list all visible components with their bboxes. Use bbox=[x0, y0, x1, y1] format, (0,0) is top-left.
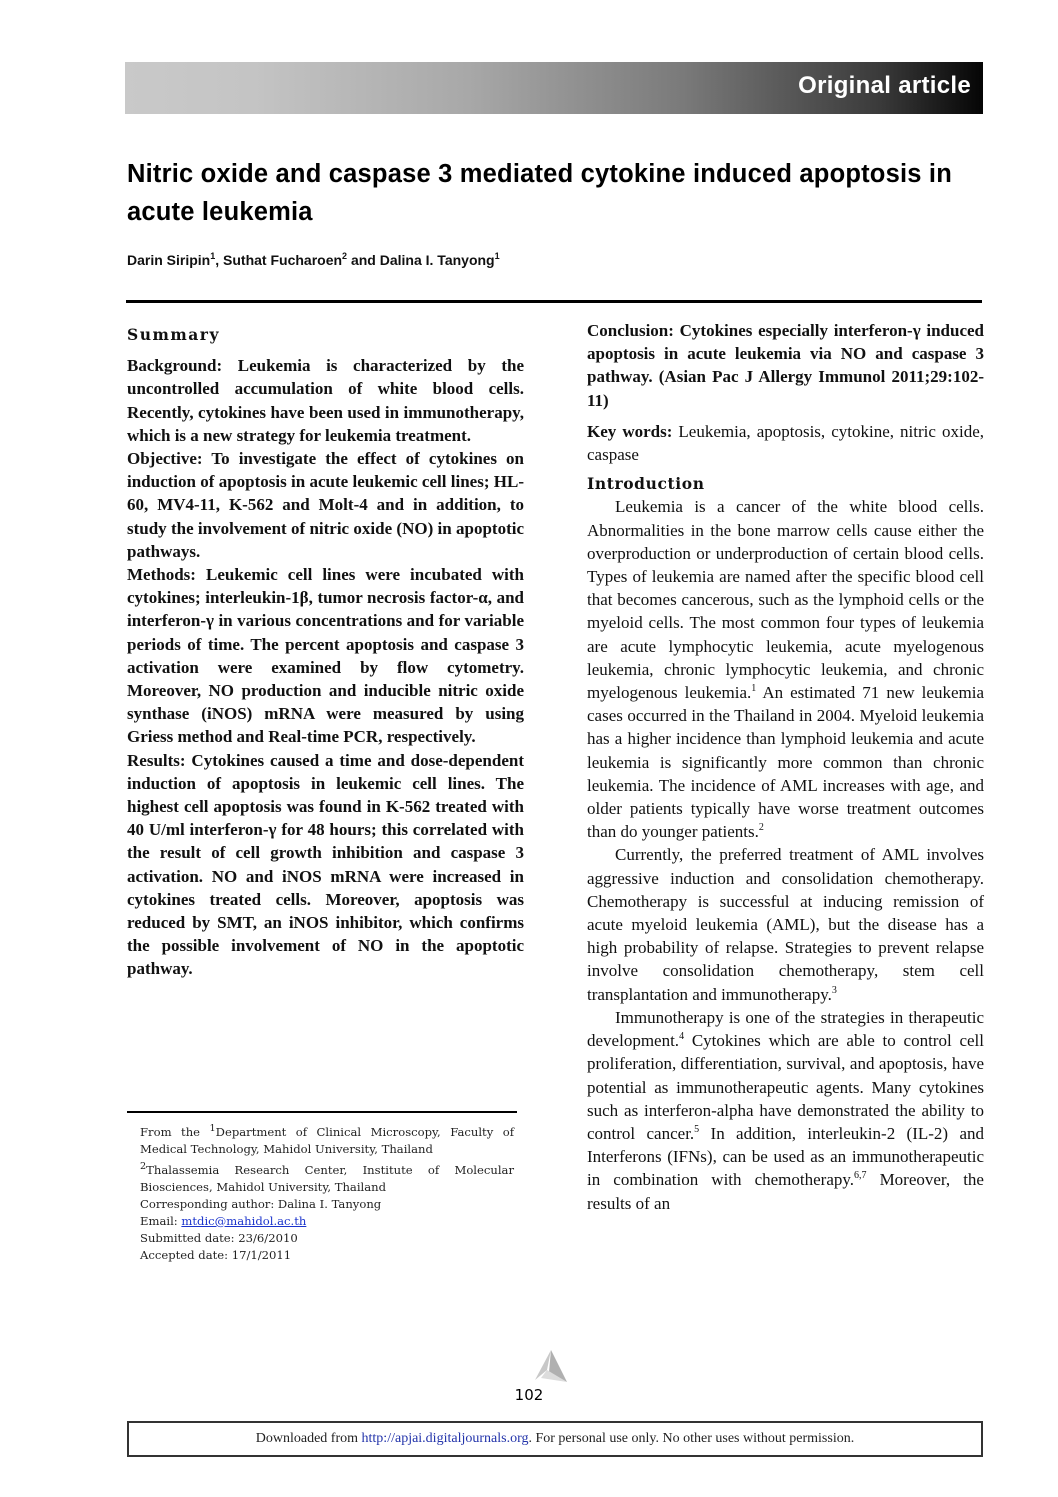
background-label: Background: bbox=[127, 356, 223, 376]
citation-ref: 1 bbox=[751, 683, 757, 695]
introduction-heading: Introduction bbox=[587, 474, 705, 494]
citation-ref: 6,7 bbox=[854, 1170, 867, 1182]
affiliation-text: Thalassemia Research Center, Institute of Molecular Biosciences, Mahidol University, Thailand bbox=[140, 1162, 514, 1194]
author-affiliation: 2 bbox=[342, 251, 348, 261]
background-text: Leukemia is characterized by the uncontrolled accumulation of white blood cells. Recently, cytokines have been used in immunotherapy, which is a new strategy for leukemia treatment. bbox=[127, 356, 524, 445]
summary-background bbox=[127, 354, 524, 447]
summary-methods bbox=[127, 563, 524, 749]
article-type-banner bbox=[125, 62, 983, 114]
objective-label: Objective: bbox=[127, 449, 203, 469]
summary-conclusion bbox=[587, 319, 984, 412]
author-name: Darin Siripin bbox=[127, 252, 211, 268]
accepted-date: Accepted date: 17/1/2011 bbox=[140, 1247, 292, 1262]
summary-objective bbox=[127, 447, 524, 563]
paragraph-text: Moreover, the results of an bbox=[587, 1170, 984, 1213]
email-line bbox=[140, 1213, 514, 1230]
methods-label: Methods: bbox=[127, 565, 196, 585]
right-column bbox=[587, 319, 984, 1215]
objective-text: To investigate the effect of cytokines on induction of apoptosis in acute leukemic cell lines; HL-60, MV4-11, K-562 and Molt-4 and in addition, to study the involvement of nitric oxide (NO) in apoptotic pathways. bbox=[127, 449, 524, 561]
article-type-label: Original article bbox=[798, 72, 971, 99]
author-name: Dalina I. Tanyong bbox=[379, 252, 495, 268]
from-prefix: From the bbox=[140, 1124, 210, 1139]
corresponding-author: Corresponding author: Dalina I. Tanyong bbox=[140, 1196, 382, 1211]
download-prefix: Downloaded from bbox=[255, 1431, 362, 1446]
footnote-divider bbox=[127, 1111, 517, 1113]
email-link[interactable]: mtdic@mahidol.ac.th bbox=[181, 1213, 307, 1228]
summary-results bbox=[127, 749, 524, 981]
email-label: Email: bbox=[140, 1213, 182, 1228]
summary-heading: Summary bbox=[127, 325, 220, 344]
intro-paragraph bbox=[587, 843, 984, 1005]
journal-logo-icon bbox=[531, 1348, 571, 1384]
paragraph-text: Currently, the preferred treatment of AML involves aggressive induction and consolidation chemotherapy. Chemotherapy is successful at inducing remission of acute myeloid leukemia (AML), but the disease has a high probability of relapse. Strategies to prevent relapse involve consolidation chemotherapy, stem cell transplantation and immunotherapy. bbox=[587, 845, 984, 1004]
citation-ref: 2 bbox=[758, 822, 764, 834]
journal-link[interactable]: http://apjai.digitaljournals.org bbox=[361, 1431, 529, 1446]
author-name: Suthat Fucharoen bbox=[223, 252, 343, 268]
affiliation-2 bbox=[140, 1158, 514, 1196]
title-divider bbox=[126, 300, 982, 303]
intro-paragraph bbox=[587, 495, 984, 843]
author-list bbox=[127, 251, 500, 268]
intro-paragraph bbox=[587, 1006, 984, 1215]
paragraph-text: Cytokines which are able to control cell proliferation, differentiation, survival, and apoptosis, have potential as immunotherapeutic agents. Many cytokines such as interferon-alpha have demonstrated the ability to control cancer. bbox=[587, 1031, 984, 1143]
keywords-text: Leukemia, apoptosis, cytokine, nitric oxide, caspase bbox=[587, 421, 984, 465]
keywords-label: Key words: bbox=[587, 421, 673, 441]
summary-column bbox=[127, 323, 524, 981]
affiliation-marker: 1 bbox=[209, 1123, 216, 1134]
submitted-date: Submitted date: 23/6/2010 bbox=[140, 1230, 298, 1245]
citation-ref: 4 bbox=[679, 1031, 685, 1043]
page-number: 102 bbox=[514, 1386, 544, 1404]
paragraph-text: An estimated 71 new leukemia cases occurred in the Thailand in 2004. Myeloid leukemia has a higher incidence than lymphoid leukemia and acute leukemia is significantly more common than chronic leukemia. The incidence of AML increases with age, and older patients typically have worse treatment outcomes than do younger patients. bbox=[587, 683, 984, 842]
conclusion-text: Cytokines especially interferon-γ induced apoptosis in acute leukemia via NO and caspase 3 pathway. (Asian Pac J Allergy Immunol 2011;29:102-11) bbox=[587, 321, 984, 410]
methods-text: Leukemic cell lines were incubated with cytokines; interleukin-1β, tumor necrosis factor-α, and interferon-γ in various concentrations and for variable periods of time. The percent apoptosis and caspase 3 activation were examined by flow cytometry. Moreover, NO production and inducible nitric oxide synthase (iNOS) mRNA were measured by using Griess method and Real-time PCR, respectively. bbox=[127, 565, 524, 747]
citation-ref: 5 bbox=[694, 1123, 700, 1135]
affiliation-1 bbox=[140, 1120, 514, 1158]
author-separator: , bbox=[215, 252, 224, 268]
conclusion-label: Conclusion: bbox=[587, 321, 674, 340]
article-title: Nitric oxide and caspase 3 mediated cytokine induced apoptosis in acute leukemia bbox=[127, 160, 952, 226]
download-notice bbox=[127, 1421, 983, 1457]
author-affiliation: 1 bbox=[494, 251, 500, 261]
keywords bbox=[587, 420, 984, 466]
author-separator: and bbox=[347, 252, 380, 268]
paragraph-text: Immunotherapy is one of the strategies in therapeutic development. bbox=[587, 1007, 984, 1051]
paragraph-text: In addition, interleukin-2 (IL-2) and Interferons (IFNs), can be used as an immunotherapeutic in combination with chemotherapy. bbox=[587, 1123, 984, 1190]
affiliation-marker: 2 bbox=[140, 1160, 147, 1172]
citation-ref: 3 bbox=[831, 984, 837, 996]
download-suffix: . For personal use only. No other uses without permission. bbox=[528, 1431, 855, 1446]
affiliation-text: Department of Clinical Microscopy, Faculty of Medical Technology, Mahidol University, Thailand bbox=[140, 1124, 514, 1156]
results-label: Results: bbox=[127, 750, 186, 770]
paragraph-text: Leukemia is a cancer of the white blood cells. Abnormalities in the bone marrow cells cause either the overproduction or underproduction of certain blood cells. Types of leukemia are named after the specific blood cell that becomes cancerous, such as the lymphoid cells or the myeloid cells. The most common four types of leukemia are acute lymphocytic leukemia, acute myelogenous leukemia, chronic lymphocytic leukemia, and chronic myelogenous leukemia. bbox=[587, 497, 984, 703]
results-text: Cytokines caused a time and dose-dependent induction of apoptosis in leukemic cell lines. The highest cell apoptosis was found in K-562 treated with 40 U/ml interferon-γ for 48 hours; this correlated with the result of cell growth inhibition and caspase 3 activation. NO and iNOS mRNA were increased in cytokines treated cells. Moreover, apoptosis was reduced by SMT, an iNOS inhibitor, which confirms the possible involvement of NO in the apoptotic pathway. bbox=[127, 750, 524, 979]
author-affiliation: 1 bbox=[210, 251, 216, 261]
affiliation-footnote bbox=[140, 1120, 514, 1264]
